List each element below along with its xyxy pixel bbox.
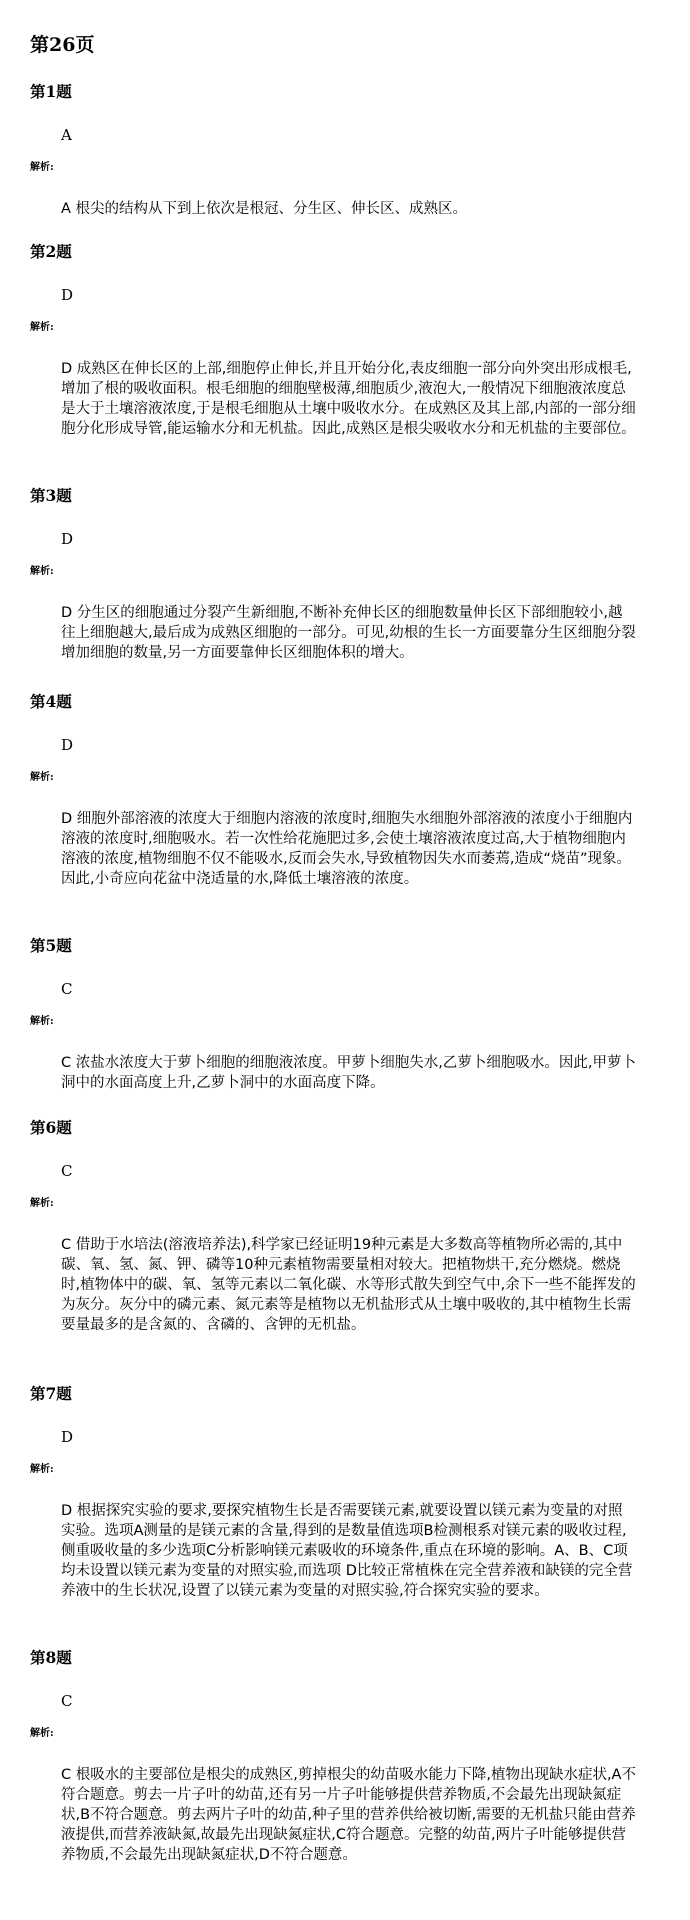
answer: D <box>61 736 74 754</box>
question-title: 第7题 <box>30 1384 72 1403</box>
explanation-text: C 浓盐水浓度大于萝卜细胞的细胞液浓度。甲萝卜细胞失水,乙萝卜细胞吸水。因此,甲萝卜洞中的水面高度上升,乙萝卜洞中的水面高度下降。 <box>61 1055 636 1091</box>
explanation-text: C 根吸水的主要部位是根尖的成熟区,剪掉根尖的幼苗吸水能力下降,植物出现缺水症状,A不符合题意。剪去一片子叶的幼苗,还有另一片子叶能够提供营养物质,不会最先出现缺氮症状,B不符合题意。剪去两片子叶的幼苗,种子里的营养供给被切断,需要的无机盐只能由营养液提供,而营养液缺氮,故最先出现缺氮症状,C符合题意。完整的幼苗,两片子叶能够提供营养物质,不会最先出现缺氮症状,D不符合题意。 <box>61 1767 636 1863</box>
explanation-label: 解析: <box>30 322 54 333</box>
question-title: 第5题 <box>30 936 72 955</box>
question-title: 第2题 <box>30 242 72 261</box>
question-title: 第8题 <box>30 1648 72 1667</box>
answer: A <box>61 126 72 144</box>
answer: C <box>61 980 73 998</box>
question-1 <box>30 82 630 219</box>
question-4 <box>30 692 633 889</box>
question-7 <box>30 1384 633 1601</box>
question-title: 第4题 <box>30 692 72 711</box>
explanation-label: 解析: <box>30 772 54 783</box>
question-6 <box>30 1118 636 1335</box>
explanation-label: 解析: <box>30 566 54 577</box>
explanation-text: A 根尖的结构从下到上依次是根冠、分生区、伸长区、成熟区。 <box>61 201 468 217</box>
question-3 <box>30 486 636 663</box>
explanation-text: D 成熟区在伸长区的上部,细胞停止伸长,并且开始分化,表皮细胞一部分向外突出形成根毛,增加了根的吸收面积。根毛细胞的细胞壁极薄,细胞质少,液泡大,一般情况下细胞液浓度总是大于土壤溶液浓度,于是根毛细胞从土壤中吸收水分。在成熟区及其上部,内部的一部分细胞分化形成导管,能运输水分和无机盐。因此,成熟区是根尖吸收水分和无机盐的主要部位。 <box>61 361 636 437</box>
explanation-text: D 根据探究实验的要求,要探究植物生长是否需要镁元素,就要设置以镁元素为变量的对照实验。选项A测量的是镁元素的含量,得到的是数量值选项B检测根系对镁元素的吸收过程,侧重吸收量的多少选项C分析影响镁元素吸收的环境条件,重点在环境的影响。A、B、C项均未设置以镁元素为变量的对照实验,而选项 D比较正常植株在完全营养液和缺镁的完全营养液中的生长状况,设置了以镁元素为变量的对照实验,符合探究实验的要求。 <box>61 1503 633 1599</box>
question-5 <box>30 936 636 1093</box>
explanation-label: 解析: <box>30 162 54 173</box>
explanation-label: 解析: <box>30 1016 54 1027</box>
explanation-label: 解析: <box>30 1728 54 1739</box>
answer: C <box>61 1692 73 1710</box>
explanation-label: 解析: <box>30 1198 54 1209</box>
answer: D <box>61 286 74 304</box>
question-title: 第3题 <box>30 486 72 505</box>
question-title: 第1题 <box>30 82 72 101</box>
explanation-label: 解析: <box>30 1464 54 1475</box>
answer: D <box>61 530 74 548</box>
question-title: 第6题 <box>30 1118 72 1137</box>
explanation-text: D 分生区的细胞通过分裂产生新细胞,不断补充伸长区的细胞数量伸长区下部细胞较小,越往上细胞越大,最后成为成熟区细胞的一部分。可见,幼根的生长一方面要靠分生区细胞分裂增加细胞的数量,另一方面要靠伸长区细胞体积的增大。 <box>61 605 636 661</box>
question-2 <box>30 242 636 439</box>
answer: D <box>61 1428 74 1446</box>
explanation-text: C 借助于水培法(溶液培养法),科学家已经证明19种元素是大多数高等植物所必需的,其中碳、氧、氢、氮、钾、磷等10种元素植物需要量相对较大。把植物烘干,充分燃烧。燃烧时,植物体中的碳、氧、氢等元素以二氧化碳、水等形式散失到空气中,余下一些不能挥发的为灰分。灰分中的磷元素、氮元素等是植物以无机盐形式从土壤中吸收的,其中植物生长需要量最多的是含氮的、含磷的、含钾的无机盐。 <box>61 1237 636 1333</box>
answer: C <box>61 1162 73 1180</box>
explanation-text: D 细胞外部溶液的浓度大于细胞内溶液的浓度时,细胞失水细胞外部溶液的浓度小于细胞内溶液的浓度时,细胞吸水。若一次性给花施肥过多,会使土壤溶液浓度过高,大于植物细胞内溶液的浓度,植物细胞不仅不能吸水,反而会失水,导致植物因失水而萎蔫,造成“烧苗”现象。因此,小奇应向花盆中浇适量的水,降低土壤溶液的浓度。 <box>61 811 633 887</box>
page-title: 第26页 <box>30 34 95 56</box>
question-8 <box>30 1648 636 1865</box>
